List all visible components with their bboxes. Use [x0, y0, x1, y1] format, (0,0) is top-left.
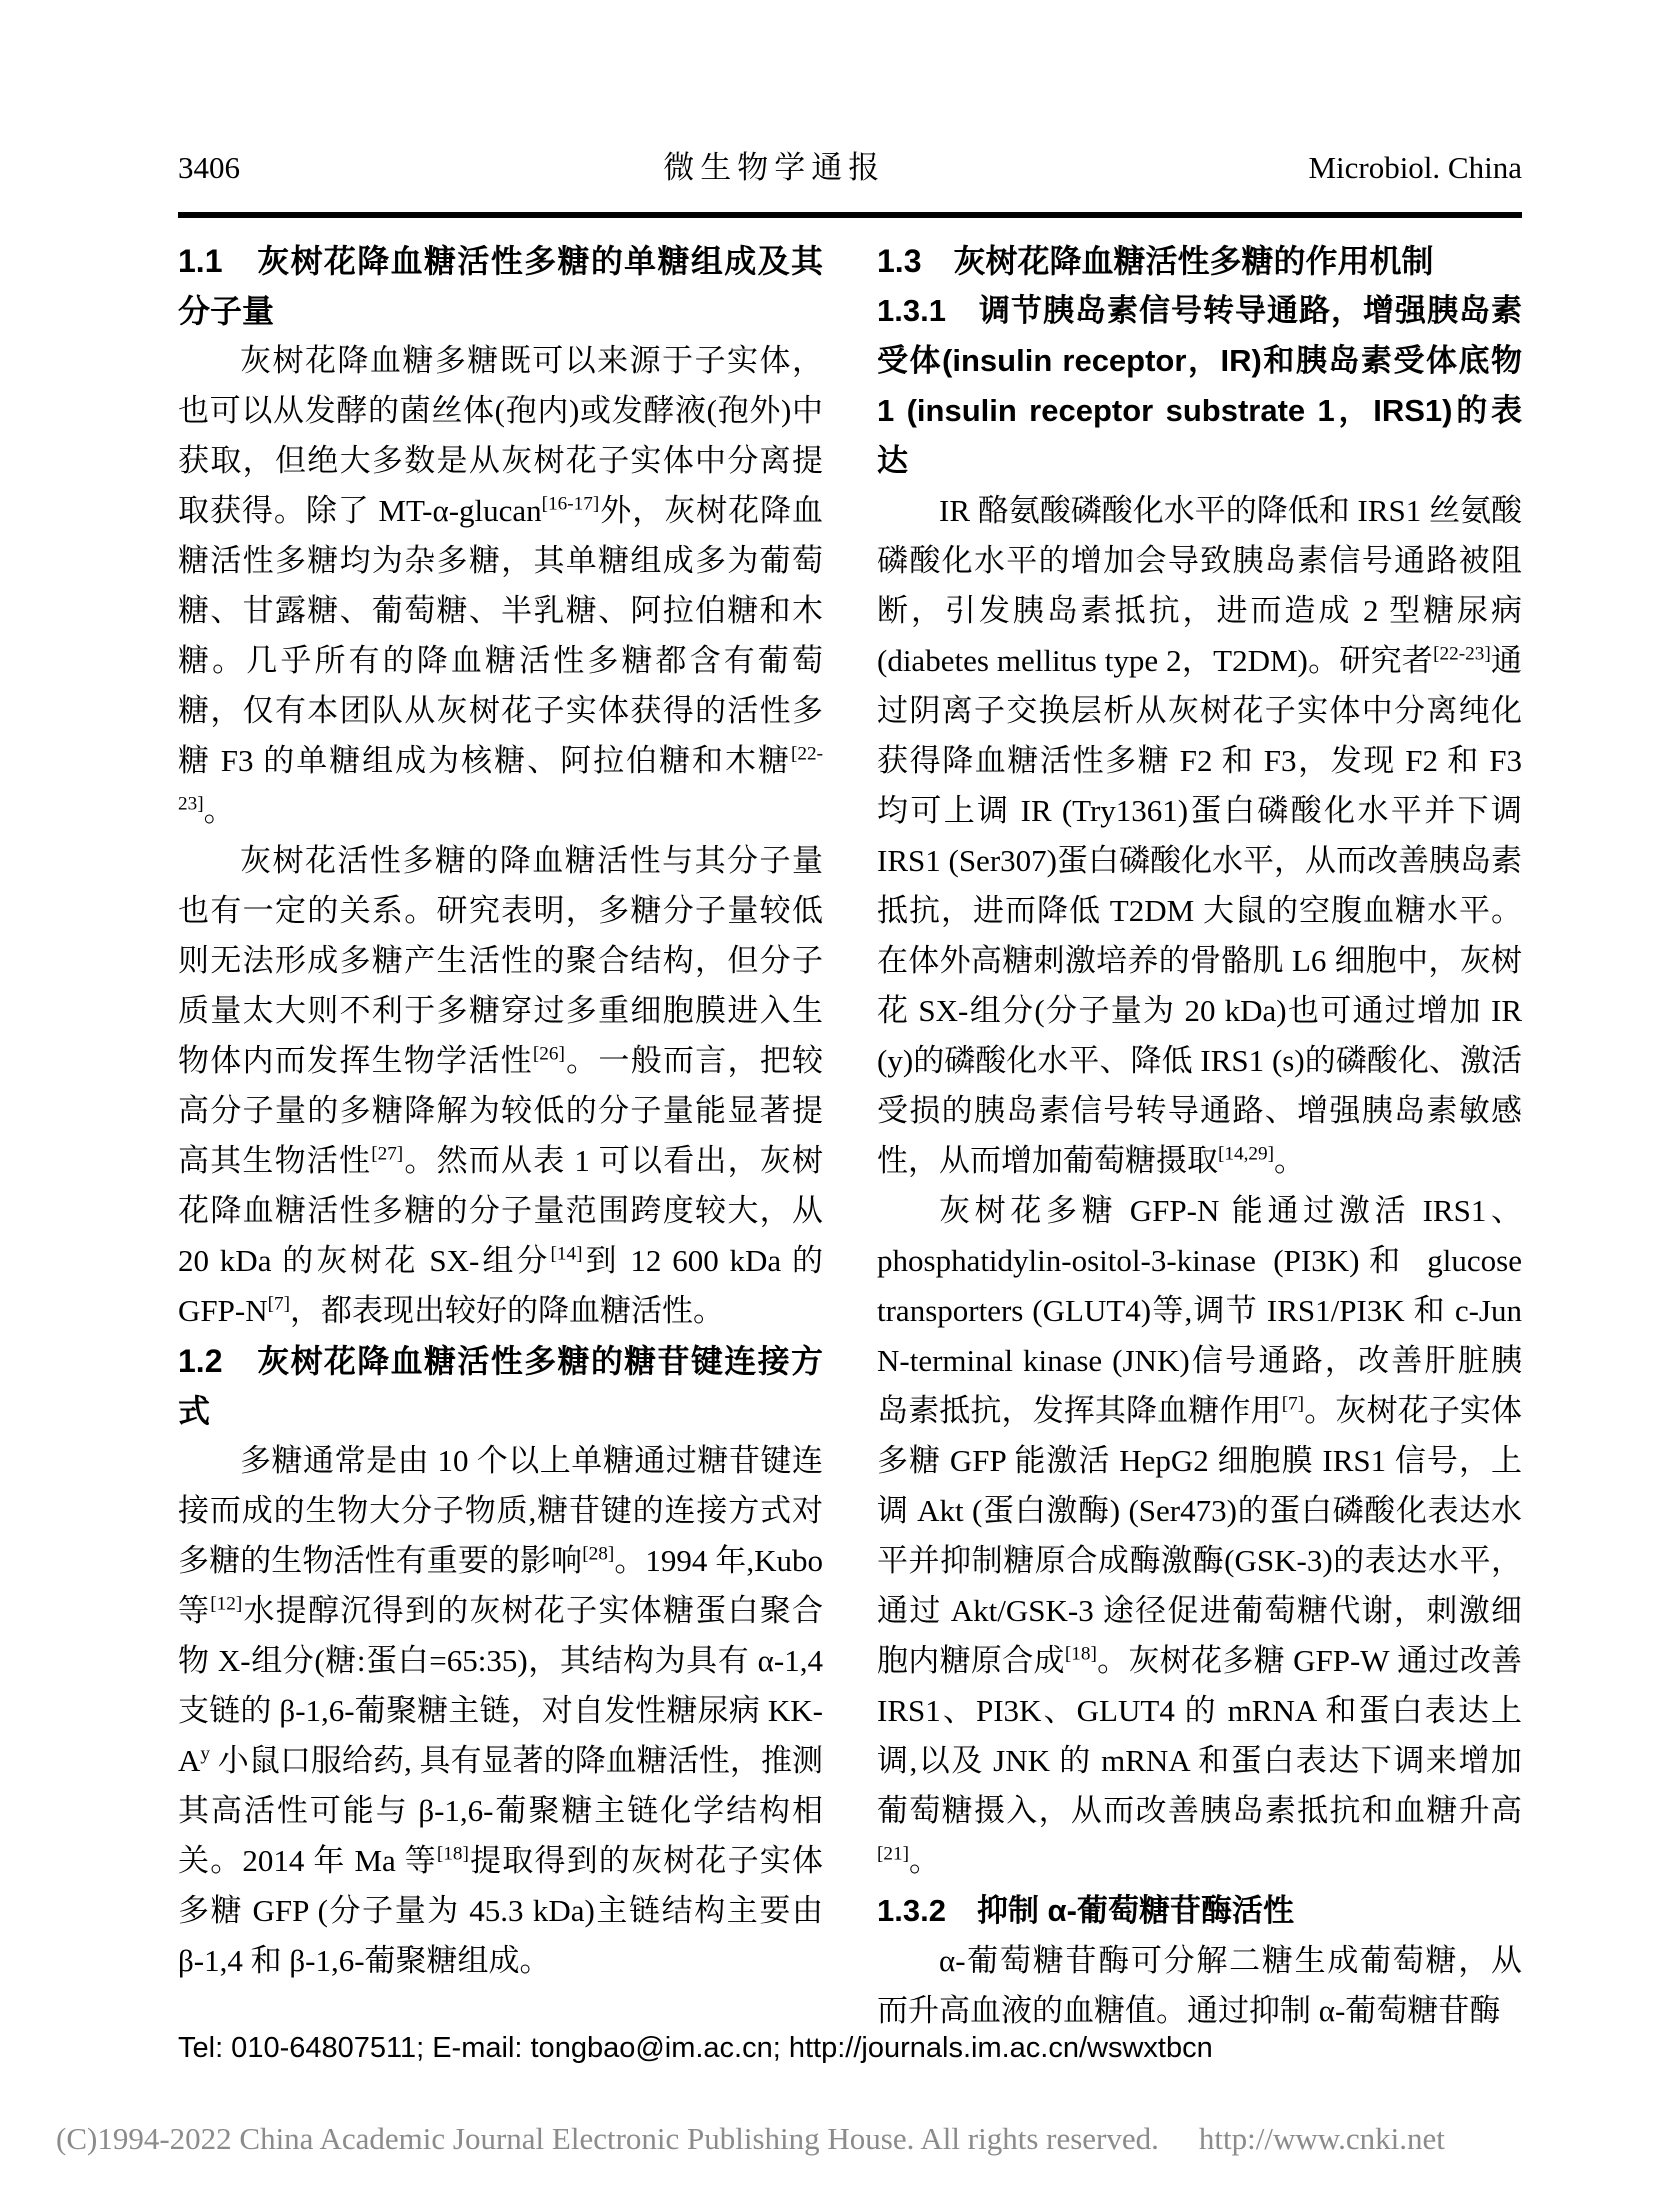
section-heading: 1.3.1 调节胰岛素信号转导通路，增强胰岛素受体(insulin receptor，IR)和胰岛素受体底物 1 (insulin receptor substrate 1，IRS1)的表达	[877, 293, 1522, 478]
copyright-text: (C)1994-2022 China Academic Journal Electronic Publishing House. All rights reserved.	[56, 2121, 1159, 2156]
page-header	[178, 148, 1522, 188]
paragraph: 灰树花多糖 GFP-N 能通过激活 IRS1、phosphatidylin-ositol-3-kinase (PI3K)和 glucose transporters (GLUT4)等,调节 IRS1/PI3K 和 c-Jun N-terminal kinase (JNK)信号通路，改善肝脏胰岛素抵抗，发挥其降血糖作用[7]。灰树花子实体多糖 GFP 能激活 HepG2 细胞膜 IRS1 信号，上调 Akt (蛋白激酶) (Ser473)的蛋白磷酸化表达水平并抑制糖原合成酶激酶(GSK-3)的表达水平，通过 Akt/GSK-3 途径促进葡萄糖代谢，刺激细胞内糖原合成[18]。灰树花多糖 GFP-W 通过改善 IRS1、PI3K、GLUT4 的 mRNA 和蛋白表达上调,以及 JNK 的 mRNA 和蛋白表达下调来增加葡萄糖摄入，从而改善胰岛素抵抗和血糖升高[21]。	[877, 1193, 1523, 1878]
footer-contact: Tel: 010-64807511; E-mail: tongbao@im.ac.cn; http://journals.im.ac.cn/wswxtbcn	[178, 2032, 1213, 2064]
reference-superscript: y	[200, 1743, 210, 1765]
column-left	[178, 236, 823, 2036]
section-heading: 1.2 灰树花降血糖活性多糖的糖苷键连接方式	[178, 1343, 823, 1429]
reference-superscript: [14]	[550, 1243, 583, 1265]
reference-superscript: [7]	[267, 1293, 290, 1315]
journal-title-cn: 微生物学通报	[663, 150, 886, 185]
reference-superscript: [16-17]	[541, 493, 600, 515]
reference-superscript: [18]	[436, 1843, 469, 1865]
reference-superscript: [28]	[582, 1543, 615, 1565]
reference-superscript: [22-23]	[1433, 643, 1491, 665]
paragraph: α-葡萄糖苷酶可分解二糖生成葡萄糖，从而升高血液的血糖值。通过抑制 α-葡萄糖苷酶	[877, 1943, 1522, 2028]
paragraph: 灰树花降血糖多糖既可以来源于子实体，也可以从发酵的菌丝体(孢内)或发酵液(孢外)中获取，但绝大多数是从灰树花子实体中分离提取获得。除了 MT-α-glucan[16-17]外，灰树花降血糖活性多糖均为杂多糖，其单糖组成多为葡萄糖、甘露糖、葡萄糖、半乳糖、阿拉伯糖和木糖。几乎所有的降血糖活性多糖都含有葡萄糖，仅有本团队从灰树花子实体获得的活性多糖 F3 的单糖组成为核糖、阿拉伯糖和木糖[22-23]。	[178, 343, 823, 828]
column-right	[877, 236, 1522, 2036]
footer-copyright	[56, 2118, 1445, 2160]
section-heading: 1.1 灰树花降血糖活性多糖的单糖组成及其分子量	[178, 243, 823, 329]
paragraph: 多糖通常是由 10 个以上单糖通过糖苷键连接而成的生物大分子物质,糖苷键的连接方式对多糖的生物活性有重要的影响[28]。1994 年,Kubo 等[12]水提醇沉得到的灰树花子实体糖蛋白聚合物 X-组分(糖:蛋白=65:35)，其结构为具有 α-1,4 支链的 β-1,6-葡聚糖主链，对自发性糖尿病 $KK-A^y$ 小鼠口服给药, 具有显著的降血糖活性，推测其高活性可能与 β-1,6-葡聚糖主链化学结构相关。2014 年 Ma 等[18]提取得到的灰树花子实体多糖 GFP (分子量为 45.3 kDa)主链结构主要由 β-1,4 和 β-1,6-葡聚糖组成。	[178, 1443, 824, 1978]
copyright-url: http://www.cnki.net	[1198, 2121, 1445, 2156]
reference-superscript: [18]	[1064, 1643, 1097, 1665]
reference-superscript: [27]	[371, 1143, 404, 1165]
reference-superscript: [21]	[877, 1843, 909, 1865]
paragraph: IR 酪氨酸磷酸化水平的降低和 IRS1 丝氨酸磷酸化水平的增加会导致胰岛素信号通路被阻断，引发胰岛素抵抗，进而造成 2 型糖尿病(diabetes mellitus type 2，T2DM)。研究者[22-23]通过阴离子交换层析从灰树花子实体中分离纯化获得降血糖活性多糖 F2 和 F3，发现 F2 和 F3 均可上调 IR (Try1361)蛋白磷酸化水平并下调 IRS1 (Ser307)蛋白磷酸化水平，从而改善胰岛素抵抗，进而降低 T2DM 大鼠的空腹血糖水平。在体外高糖刺激培养的骨骼肌 L6 细胞中，灰树花 SX-组分(分子量为 20 kDa)也可通过增加 IR (y)的磷酸化水平、降低 IRS1 (s)的磷酸化、激活受损的胰岛素信号转导通路、增强胰岛素敏感性，从而增加葡萄糖摄取[14,29]。	[877, 493, 1522, 1178]
reference-superscript: [7]	[1281, 1393, 1305, 1415]
header-rule	[178, 212, 1522, 218]
journal-title-en: Microbiol. China	[1308, 150, 1522, 185]
page-number: 3406	[178, 150, 240, 185]
article-body	[178, 236, 1522, 2036]
section-heading: 1.3.2 抑制 α-葡萄糖苷酶活性	[877, 1893, 1294, 1928]
reference-superscript: [26]	[532, 1043, 565, 1065]
paragraph: 灰树花活性多糖的降血糖活性与其分子量也有一定的关系。研究表明，多糖分子量较低则无法形成多糖产生活性的聚合结构，但分子质量太大则不利于多糖穿过多重细胞膜进入生物体内而发挥生物学活性[26]。一般而言，把较高分子量的多糖降解为较低的分子量能显著提高其生物活性[27]。然而从表 1 可以看出，灰树花降血糖活性多糖的分子量范围跨度较大，从 20 kDa 的灰树花 SX-组分[14]到 12 600 kDa 的 GFP-N[7]，都表现出较好的降血糖活性。	[178, 843, 824, 1328]
section-heading: 1.3 灰树花降血糖活性多糖的作用机制	[877, 243, 1434, 279]
reference-superscript: [22-23]	[178, 743, 823, 815]
reference-superscript: [14,29]	[1218, 1143, 1274, 1165]
reference-superscript: [12]	[210, 1593, 243, 1615]
